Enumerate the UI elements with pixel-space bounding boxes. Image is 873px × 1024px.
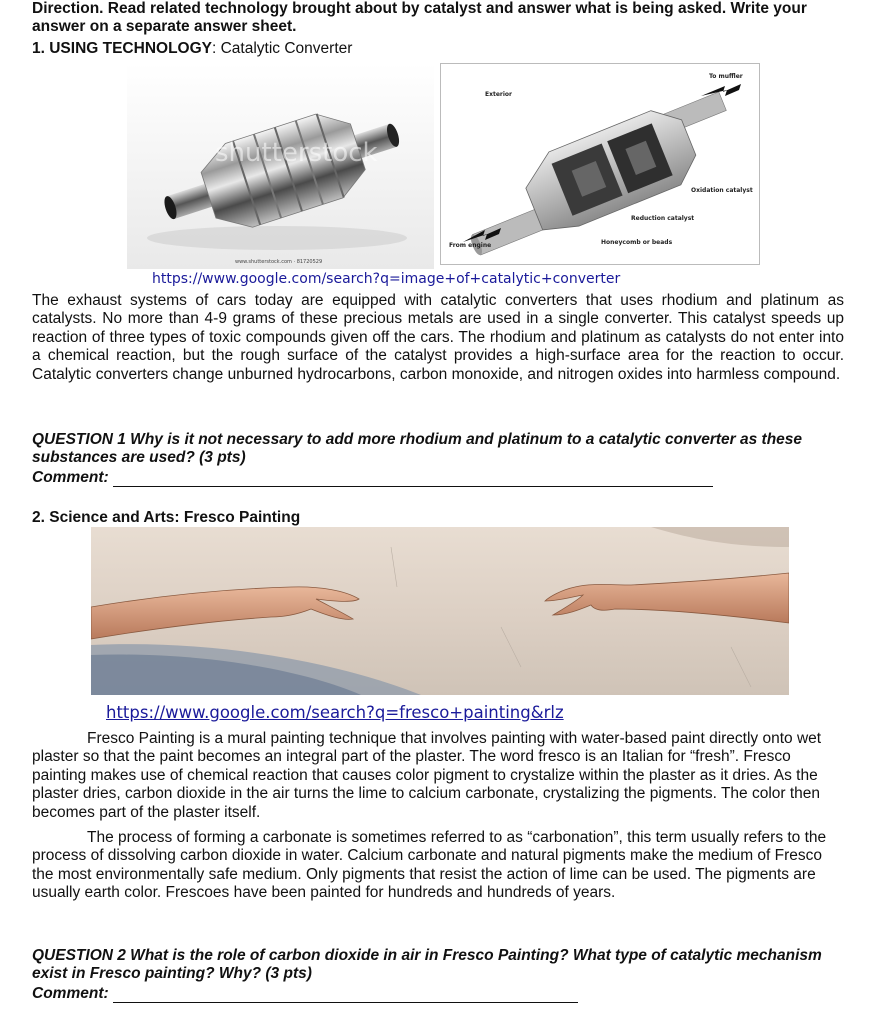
- section1-subtitle: : Catalytic Converter: [212, 40, 353, 57]
- shutterstock-watermark: shutterstock: [215, 138, 378, 168]
- catalytic-paragraph: The exhaust systems of cars today are equipped with catalytic converters that uses rhodium and platinum as catalysts. No more than 4-9 grams of these precious metals are used in a single converter. This catalyst speeds up reaction of three types of toxic compounds given off the cars. The rhodium and platinum as catalysts do not enter into a chemical reaction, but the rough surface of the catalyst provides a high-surface area for the reaction to occur. Catalytic converters change unburned hydrocarbons, carbon monoxide, and nitrogen oxides into harmless compound.: [32, 292, 844, 383]
- label-oxidation: Oxidation catalyst: [691, 187, 753, 194]
- catalytic-converter-photo: [127, 63, 434, 269]
- fresco-painting-link[interactable]: https://www.google.com/search?q=fresco+painting&rlz: [106, 703, 564, 722]
- comment-2-label: Comment:: [32, 985, 109, 1002]
- question-1: QUESTION 1 Why is it not necessary to add more rhodium and platinum to a catalytic converter as these substances are used? (3 pts): [32, 431, 803, 466]
- section1-number: 1. USING TECHNOLOGY: [32, 40, 212, 57]
- fresco-paragraph-2: The process of forming a carbonate is sometimes referred to as “carbonation”, this term usually refers to the process of dissolving carbon dioxide in water. Calcium carbonate and natural pigments make the medium of Fresco the most environmentally safe medium. Only pigments that resist the action of lime can be used. The pigments are usually earth color. Frescoes have been painted for hundreds and hundreds of years.: [32, 829, 827, 902]
- catalytic-converter-link[interactable]: https://www.google.com/search?q=image+of+catalytic+converter: [152, 271, 621, 287]
- fresco-painting-image: [91, 527, 789, 695]
- comment-2-row: [32, 985, 852, 1003]
- fresco-paragraph-1: Fresco Painting is a mural painting technique that involves painting with water-based paint directly onto wet plaster so that the paint becomes an integral part of the plaster. The word fresco is an Italian for “fresh”. Fresco painting makes use of chemical reaction that causes color pigment to crystalize within the plaster as it dries. As the plaster dries, carbon dioxide in the air turns the lime to calcium carbonate, crystalizing the pigments. The color then becomes part of the plaster itself.: [32, 730, 822, 821]
- comment-1-line[interactable]: [113, 471, 713, 487]
- catalytic-converter-diagram: [440, 63, 760, 265]
- question-2: QUESTION 2 What is the role of carbon dioxide in air in Fresco Painting? What type of catalytic mechanism exist in Fresco painting? Why? (3 pts): [32, 947, 822, 982]
- image-caption: www.shutterstock.com · 81720529: [235, 259, 323, 265]
- label-honeycomb: Honeycomb or beads: [601, 239, 673, 246]
- section2-title: 2. Science and Arts: Fresco Painting: [32, 509, 301, 526]
- label-from-engine: From engine: [449, 242, 492, 249]
- label-exterior: Exterior: [485, 91, 513, 98]
- label-to-muffler: To muffler: [709, 73, 743, 80]
- comment-1-label: Comment:: [32, 469, 109, 486]
- comment-1-row: [32, 469, 852, 487]
- direction-text: Direction. Read related technology brought about by catalyst and answer what is being asked. Write your answer on a separate answer sheet.: [32, 0, 807, 35]
- label-reduction: Reduction catalyst: [631, 215, 695, 222]
- section1-title: [32, 40, 352, 58]
- comment-2-line[interactable]: [113, 987, 578, 1003]
